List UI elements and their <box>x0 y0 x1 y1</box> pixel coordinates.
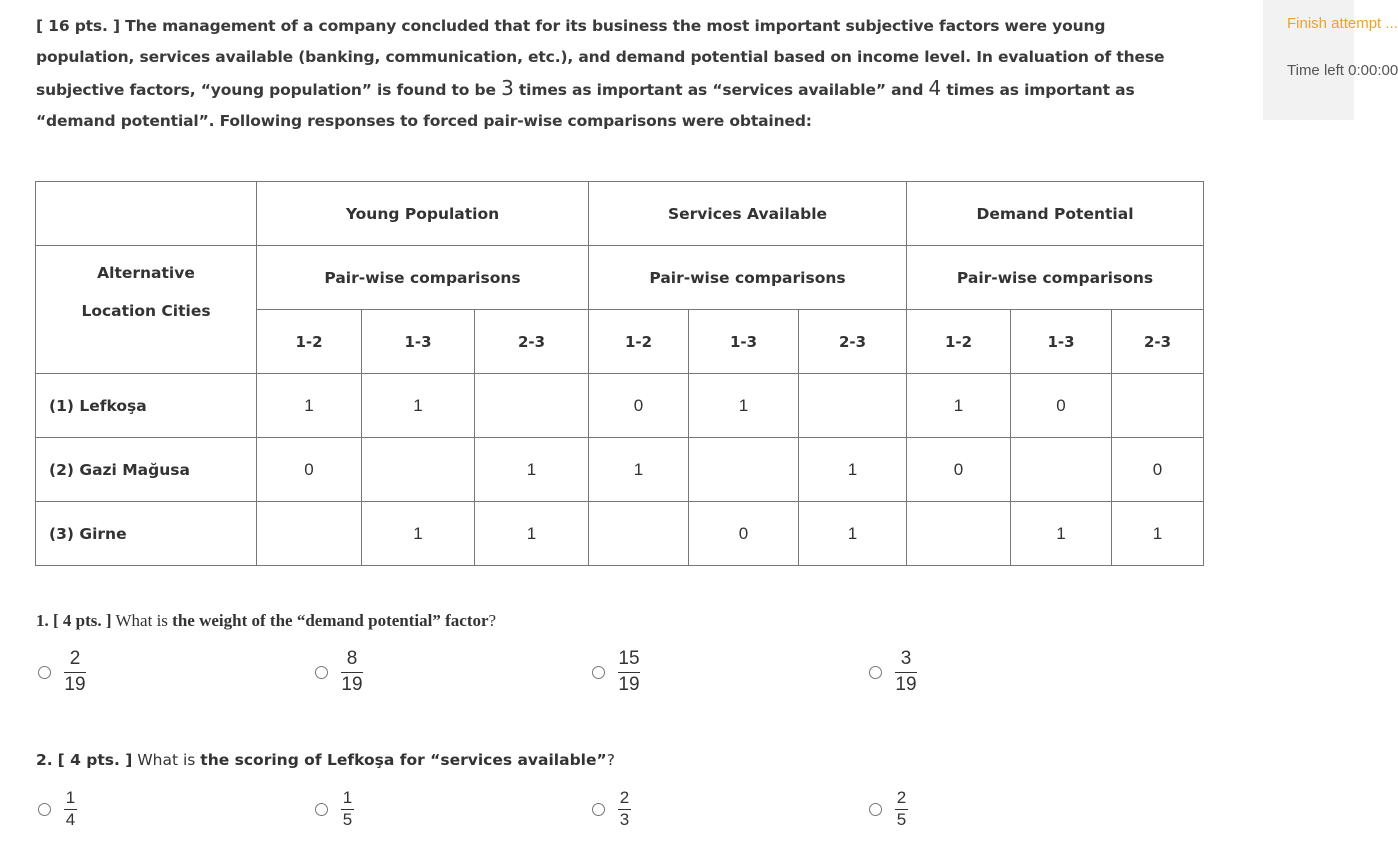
intro-text-3: times as important as “demand potential”. Following responses to forced pair-wise comparisons were obtained: <box>36 81 1135 130</box>
fraction-numerator: 1 <box>65 788 76 807</box>
alternative-label: Alternative <box>97 264 195 282</box>
table-cell: 0 <box>589 374 689 438</box>
pair-column-header: 1-3 <box>362 310 475 374</box>
fraction <box>64 789 77 829</box>
factor-header-young-population: Young Population <box>257 182 589 246</box>
fraction-denominator: 19 <box>64 674 86 695</box>
fraction-bar <box>64 672 86 673</box>
table-row <box>36 438 1204 502</box>
question-1-post: ? <box>488 611 497 630</box>
table-cell <box>799 374 907 438</box>
pair-column-header: 2-3 <box>1112 310 1204 374</box>
question-2-text <box>36 751 615 769</box>
question-1-pre: What is <box>111 611 173 630</box>
fraction-numerator: 3 <box>900 648 912 669</box>
question-2-option-4[interactable] <box>869 789 908 829</box>
table-cell: 0 <box>1112 438 1204 502</box>
question-1-points: [ 4 pts. ] <box>53 611 112 630</box>
fraction-denominator: 3 <box>619 810 630 829</box>
table-cell: 1 <box>362 502 475 566</box>
fraction-numerator: 15 <box>618 648 640 669</box>
radio-button[interactable] <box>38 803 51 816</box>
table-cell <box>589 502 689 566</box>
table-row <box>36 502 1204 566</box>
fraction-denominator: 19 <box>895 674 917 695</box>
question-2-pre: What is <box>132 751 201 769</box>
fraction-numerator: 1 <box>342 788 353 807</box>
table-cell <box>362 438 475 502</box>
fraction-denominator: 4 <box>65 810 76 829</box>
table-cell: 1 <box>257 374 362 438</box>
pairwise-header: Pair-wise comparisons <box>257 246 589 310</box>
table-cell <box>907 502 1011 566</box>
question-2-points: [ 4 pts. ] <box>57 751 133 769</box>
finish-attempt-link[interactable]: Finish attempt ... <box>1287 15 1398 32</box>
radio-button[interactable] <box>869 666 882 679</box>
factor-header-demand-potential: Demand Potential <box>907 182 1204 246</box>
table-cell: 1 <box>362 374 475 438</box>
radio-button[interactable] <box>315 666 328 679</box>
fraction-numerator: 8 <box>346 648 358 669</box>
table-row <box>36 374 1204 438</box>
pair-column-header: 2-3 <box>799 310 907 374</box>
question-intro <box>36 11 1196 137</box>
radio-button[interactable] <box>592 666 605 679</box>
question-1-bold: the weight of the “demand potential” factor <box>172 611 489 630</box>
fraction-numerator: 2 <box>619 788 630 807</box>
table-cell: 1 <box>799 438 907 502</box>
question-2-option-2[interactable] <box>315 789 354 829</box>
row-label-gazi-magusa: (2) Gazi Mağusa <box>36 438 257 502</box>
question-1-text <box>36 611 496 631</box>
table-cell: 1 <box>907 374 1011 438</box>
table-cell: 1 <box>799 502 907 566</box>
radio-button[interactable] <box>315 803 328 816</box>
fraction <box>618 789 631 829</box>
fraction-bar <box>341 672 363 673</box>
intro-text-2: times as important as “services available” and <box>513 81 929 99</box>
fraction <box>618 648 640 696</box>
pair-column-header: 1-3 <box>689 310 799 374</box>
alternative-header <box>36 246 257 374</box>
fraction <box>895 789 908 829</box>
pair-column-header: 1-2 <box>589 310 689 374</box>
factor-header-services-available: Services Available <box>589 182 907 246</box>
question-1-option-3[interactable] <box>592 648 640 696</box>
table-cell: 1 <box>475 438 589 502</box>
table-cell <box>475 374 589 438</box>
intro-text-1: The management of a company concluded that for its business the most important subjective factors were young population, services available (banking, communication, etc.), and demand potential based on income level. In evaluation of these subjective factors, “young population” is found to be <box>36 17 1165 99</box>
table-cell: 1 <box>1011 502 1112 566</box>
pairwise-header: Pair-wise comparisons <box>907 246 1204 310</box>
question-2-number: 2. <box>36 751 53 769</box>
fraction-bar <box>895 672 917 673</box>
fraction <box>341 789 354 829</box>
fraction-bar <box>618 672 640 673</box>
table-cell: 0 <box>907 438 1011 502</box>
table-cell <box>689 438 799 502</box>
fraction-denominator: 5 <box>342 810 353 829</box>
table-cell: 1 <box>1112 502 1204 566</box>
intro-number-4: 4 <box>928 76 942 100</box>
table-cell: 0 <box>689 502 799 566</box>
table-cell <box>1011 438 1112 502</box>
row-label-lefkosa: (1) Lefkoşa <box>36 374 257 438</box>
radio-button[interactable] <box>592 803 605 816</box>
fraction-denominator: 5 <box>896 810 907 829</box>
fraction <box>341 648 363 696</box>
radio-button[interactable] <box>38 666 51 679</box>
fraction-denominator: 19 <box>618 674 640 695</box>
table-cell: 1 <box>589 438 689 502</box>
quiz-navigation-panel <box>1263 0 1398 120</box>
question-1-option-2[interactable] <box>315 648 363 696</box>
fraction <box>895 648 917 696</box>
fraction-numerator: 2 <box>69 648 81 669</box>
table-cell: 1 <box>475 502 589 566</box>
pair-column-header: 1-3 <box>1011 310 1112 374</box>
question-2-option-3[interactable] <box>592 789 631 829</box>
table-cell: 0 <box>257 438 362 502</box>
fraction <box>64 648 86 696</box>
row-label-girne: (3) Girne <box>36 502 257 566</box>
fraction-denominator: 19 <box>341 674 363 695</box>
question-1-number: 1. <box>36 611 49 630</box>
location-cities-label: Location Cities <box>81 302 211 320</box>
pair-column-header: 1-2 <box>907 310 1011 374</box>
question-1-option-1[interactable] <box>38 648 86 696</box>
intro-number-3: 3 <box>501 76 514 100</box>
pairwise-header: Pair-wise comparisons <box>589 246 907 310</box>
fraction-numerator: 2 <box>896 788 907 807</box>
table-corner-cell <box>36 182 257 246</box>
table-cell: 1 <box>689 374 799 438</box>
radio-button[interactable] <box>869 803 882 816</box>
table-cell <box>1112 374 1204 438</box>
question-1-option-4[interactable] <box>869 648 917 696</box>
pair-column-header: 1-2 <box>257 310 362 374</box>
question-2-post: ? <box>606 751 615 769</box>
pairwise-comparison-table <box>35 181 1204 566</box>
pair-column-header: 2-3 <box>475 310 589 374</box>
intro-points: [ 16 pts. ] <box>36 17 120 35</box>
question-2-bold: the scoring of Lefkoşa for “services available” <box>200 751 607 769</box>
time-left-label: Time left 0:00:00 <box>1287 62 1398 79</box>
table-cell <box>257 502 362 566</box>
question-2-option-1[interactable] <box>38 789 77 829</box>
table-cell: 0 <box>1011 374 1112 438</box>
